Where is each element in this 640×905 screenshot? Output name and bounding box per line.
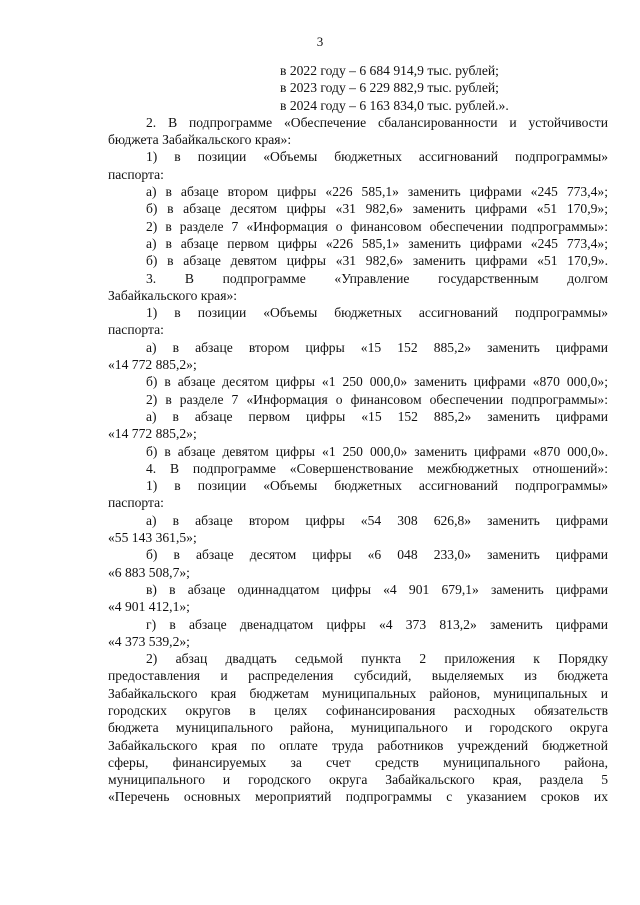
document-body bbox=[108, 62, 608, 806]
text-line: «14 772 885,2»; bbox=[108, 357, 197, 373]
text-line: 2. В подпрограмме «Обеспечение сбалансированности и устойчивости bbox=[146, 114, 608, 130]
text-line: 2) в разделе 7 «Информация о финансовом обеспечении подпрограммы»: bbox=[146, 218, 608, 234]
text-line: «4 373 539,2»; bbox=[108, 633, 190, 649]
text-line: Забайкальского края»: bbox=[108, 287, 238, 303]
text-line: паспорта: bbox=[108, 322, 164, 338]
text-line: б) в абзаце десятом цифры «6 048 233,0» заменить цифрами bbox=[146, 547, 608, 563]
text-line: в) в абзаце одиннадцатом цифры «4 901 679,1» заменить цифрами bbox=[146, 581, 608, 597]
text-line: 1) в позиции «Объемы бюджетных ассигнований подпрограммы» bbox=[146, 478, 608, 494]
text-line: 4. В подпрограмме «Совершенствование межбюджетных отношений»: bbox=[146, 460, 608, 476]
text-line: городских округов в целях софинансирования расходных обязательств bbox=[108, 702, 608, 718]
text-line: муниципального и городского округа Забайкальского края, раздела 5 bbox=[108, 772, 608, 788]
text-line: 3. В подпрограмме «Управление государственным долгом bbox=[146, 270, 608, 286]
text-line: предоставления и распределения субсидий, выделяемых из бюджета bbox=[108, 668, 608, 684]
text-line: а) в абзаце втором цифры «15 152 885,2» заменить цифрами bbox=[146, 339, 608, 355]
text-line: 2) в разделе 7 «Информация о финансовом обеспечении подпрограммы»: bbox=[146, 391, 608, 407]
text-line: 1) в позиции «Объемы бюджетных ассигнований подпрограммы» bbox=[146, 149, 608, 165]
text-line: а) в абзаце первом цифры «226 585,1» заменить цифрами «245 773,4»; bbox=[146, 235, 608, 251]
text-line: в 2022 году – 6 684 914,9 тыс. рублей; bbox=[280, 63, 499, 78]
page-number: 3 bbox=[316, 34, 324, 49]
text-line: «Перечень основных мероприятий подпрограммы с указанием сроков их bbox=[108, 789, 608, 805]
text-line: «4 901 412,1»; bbox=[108, 599, 190, 615]
text-line: бюджета муниципального района, муниципального и городского округа bbox=[108, 720, 608, 736]
text-line: Забайкальского края по оплате труда работников учреждений бюджетной bbox=[108, 737, 608, 753]
text-line: б) в абзаце девятом цифры «1 250 000,0» заменить цифрами «870 000,0». bbox=[146, 443, 608, 459]
text-line: а) в абзаце втором цифры «226 585,1» заменить цифрами «245 773,4»; bbox=[146, 184, 608, 200]
text-line: Забайкальского края бюджетам муниципальных районов, муниципальных и bbox=[108, 685, 608, 701]
text-line: бюджета Забайкальского края»: bbox=[108, 132, 292, 148]
text-line: 2) абзац двадцать седьмой пункта 2 приложения к Порядку bbox=[146, 651, 608, 667]
text-line: паспорта: bbox=[108, 166, 164, 182]
text-line: «55 143 361,5»; bbox=[108, 530, 197, 546]
text-line: г) в абзаце двенадцатом цифры «4 373 813,2» заменить цифрами bbox=[146, 616, 608, 632]
text-line: «14 772 885,2»; bbox=[108, 426, 197, 442]
text-line: сферы, финансируемых за счет средств муниципального района, bbox=[108, 754, 608, 770]
text-line: 1) в позиции «Объемы бюджетных ассигнований подпрограммы» bbox=[146, 305, 608, 321]
text-line: а) в абзаце первом цифры «15 152 885,2» заменить цифрами bbox=[146, 408, 608, 424]
text-line: в 2023 году – 6 229 882,9 тыс. рублей; bbox=[280, 80, 499, 96]
text-line: в 2024 году – 6 163 834,0 тыс. рублей.». bbox=[280, 97, 509, 113]
text-line: «6 883 508,7»; bbox=[108, 564, 190, 580]
text-line: б) в абзаце десятом цифры «31 982,6» заменить цифрами «51 170,9»; bbox=[146, 201, 608, 217]
text-line: а) в абзаце втором цифры «54 308 626,8» заменить цифрами bbox=[146, 512, 608, 528]
text-line: б) в абзаце десятом цифры «1 250 000,0» заменить цифрами «870 000,0»; bbox=[146, 374, 608, 390]
text-line: паспорта: bbox=[108, 495, 164, 511]
text-line: б) в абзаце девятом цифры «31 982,6» заменить цифрами «51 170,9». bbox=[146, 253, 608, 269]
